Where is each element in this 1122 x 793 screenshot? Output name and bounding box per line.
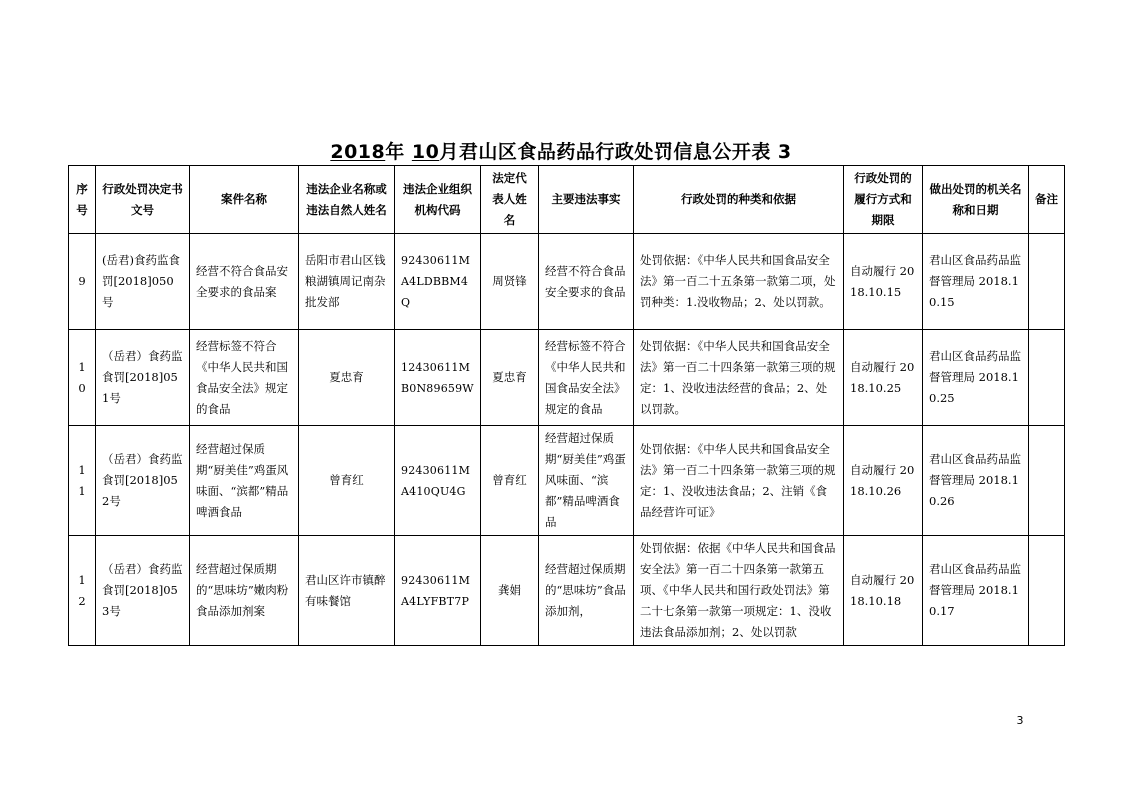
cell-execution: 自动履行 2018.10.15: [844, 234, 923, 330]
cell-facts: 经营超过保质期的“思味坊”食品添加剂，: [539, 536, 634, 646]
cell-org-code: 92430611MA4LDBBM4Q: [395, 234, 481, 330]
cell-seq: 10: [69, 330, 96, 426]
cell-remark: [1029, 234, 1065, 330]
cell-doc-no: （岳君）食药监食罚[2018]051号: [96, 330, 190, 426]
title-month: 10: [411, 141, 440, 163]
cell-party: 岳阳市君山区钱粮湖镇周记南杂批发部: [299, 234, 395, 330]
cell-authority: 君山区食品药品监督管理局 2018.10.15: [923, 234, 1029, 330]
cell-party: 君山区许市镇醉有味餐馆: [299, 536, 395, 646]
cell-authority: 君山区食品药品监督管理局 2018.10.25: [923, 330, 1029, 426]
cell-case-name: 经营标签不符合《中华人民共和国食品安全法》规定的食品: [190, 330, 299, 426]
table-row: [69, 330, 1065, 426]
penalty-table: [68, 165, 1065, 646]
header-org-code: 违法企业组织机构代码: [395, 166, 481, 234]
cell-org-code: 92430611MA4LYFBT7P: [395, 536, 481, 646]
header-remark: 备注: [1029, 166, 1065, 234]
cell-seq: 9: [69, 234, 96, 330]
cell-execution: 自动履行 2018.10.25: [844, 330, 923, 426]
cell-party: 夏忠育: [299, 330, 395, 426]
cell-execution: 自动履行 2018.10.26: [844, 426, 923, 536]
cell-party: 曾育红: [299, 426, 395, 536]
header-case-name: 案件名称: [190, 166, 299, 234]
cell-remark: [1029, 330, 1065, 426]
header-party: 违法企业名称或违法自然人姓名: [299, 166, 395, 234]
cell-facts: 经营不符合食品安全要求的食品: [539, 234, 634, 330]
cell-org-code: 92430611MA410QU4G: [395, 426, 481, 536]
table-row: [69, 426, 1065, 536]
header-authority: 做出处罚的机关名称和日期: [923, 166, 1029, 234]
cell-penalty: 处罚依据：依据《中华人民共和国食品安全法》第一百二十四条第一款第五项、《中华人民共和国行政处罚法》第二十七条第一款第一项规定：1、没收违法食品添加剂；2、处以罚款: [634, 536, 844, 646]
table-row: [69, 536, 1065, 646]
cell-doc-no: (岳君)食药监食罚[2018]050号: [96, 234, 190, 330]
cell-seq: 12: [69, 536, 96, 646]
cell-penalty: 处罚依据：《中华人民共和国食品安全法》第一百二十四条第一款第三项的规定：1、没收违法经营的食品；2、处以罚款。: [634, 330, 844, 426]
cell-case-name: 经营超过保质期的“思味坊”嫩肉粉食品添加剂案: [190, 536, 299, 646]
cell-doc-no: （岳君）食药监食罚[2018]053号: [96, 536, 190, 646]
header-penalty: 行政处罚的种类和依据: [634, 166, 844, 234]
cell-doc-no: （岳君）食药监食罚[2018]052号: [96, 426, 190, 536]
cell-remark: [1029, 536, 1065, 646]
title-rest: 月君山区食品药品行政处罚信息公开表 3: [439, 141, 792, 163]
cell-remark: [1029, 426, 1065, 536]
cell-authority: 君山区食品药品监督管理局 2018.10.26: [923, 426, 1029, 536]
cell-penalty: 处罚依据：《中华人民共和国食品安全法》第一百二十四条第一款第三项的规定：1、没收违法食品；2、注销《食品经营许可证》: [634, 426, 844, 536]
cell-facts: 经营标签不符合《中华人民共和国食品安全法》规定的食品: [539, 330, 634, 426]
table-header-row: [69, 166, 1065, 234]
cell-authority: 君山区食品药品监督管理局 2018.10.17: [923, 536, 1029, 646]
table-row: [69, 234, 1065, 330]
header-legal-rep: 法定代表人姓名: [481, 166, 539, 234]
header-seq: 序号: [69, 166, 96, 234]
page-number: 3: [1016, 714, 1024, 727]
title-year: 2018: [330, 141, 386, 163]
cell-legal-rep: 曾育红: [481, 426, 539, 536]
page-title: [0, 141, 1122, 163]
cell-penalty: 处罚依据：《中华人民共和国食品安全法》第一百二十五条第一款第二项，处罚种类：1.没收物品；2、处以罚款。: [634, 234, 844, 330]
cell-legal-rep: 夏忠育: [481, 330, 539, 426]
cell-legal-rep: 龚娟: [481, 536, 539, 646]
cell-facts: 经营超过保质期“厨美佳”鸡蛋风味面、“滨都”精品啤酒食品: [539, 426, 634, 536]
title-year-suffix: 年: [385, 141, 412, 163]
cell-seq: 11: [69, 426, 96, 536]
cell-org-code: 12430611MB0N89659W: [395, 330, 481, 426]
cell-execution: 自动履行 2018.10.18: [844, 536, 923, 646]
header-execution: 行政处罚的履行方式和期限: [844, 166, 923, 234]
header-facts: 主要违法事实: [539, 166, 634, 234]
cell-case-name: 经营超过保质期“厨美佳”鸡蛋风味面、“滨都”精品啤酒食品: [190, 426, 299, 536]
header-doc-no: 行政处罚决定书文号: [96, 166, 190, 234]
cell-legal-rep: 周贤锋: [481, 234, 539, 330]
cell-case-name: 经营不符合食品安全要求的食品案: [190, 234, 299, 330]
